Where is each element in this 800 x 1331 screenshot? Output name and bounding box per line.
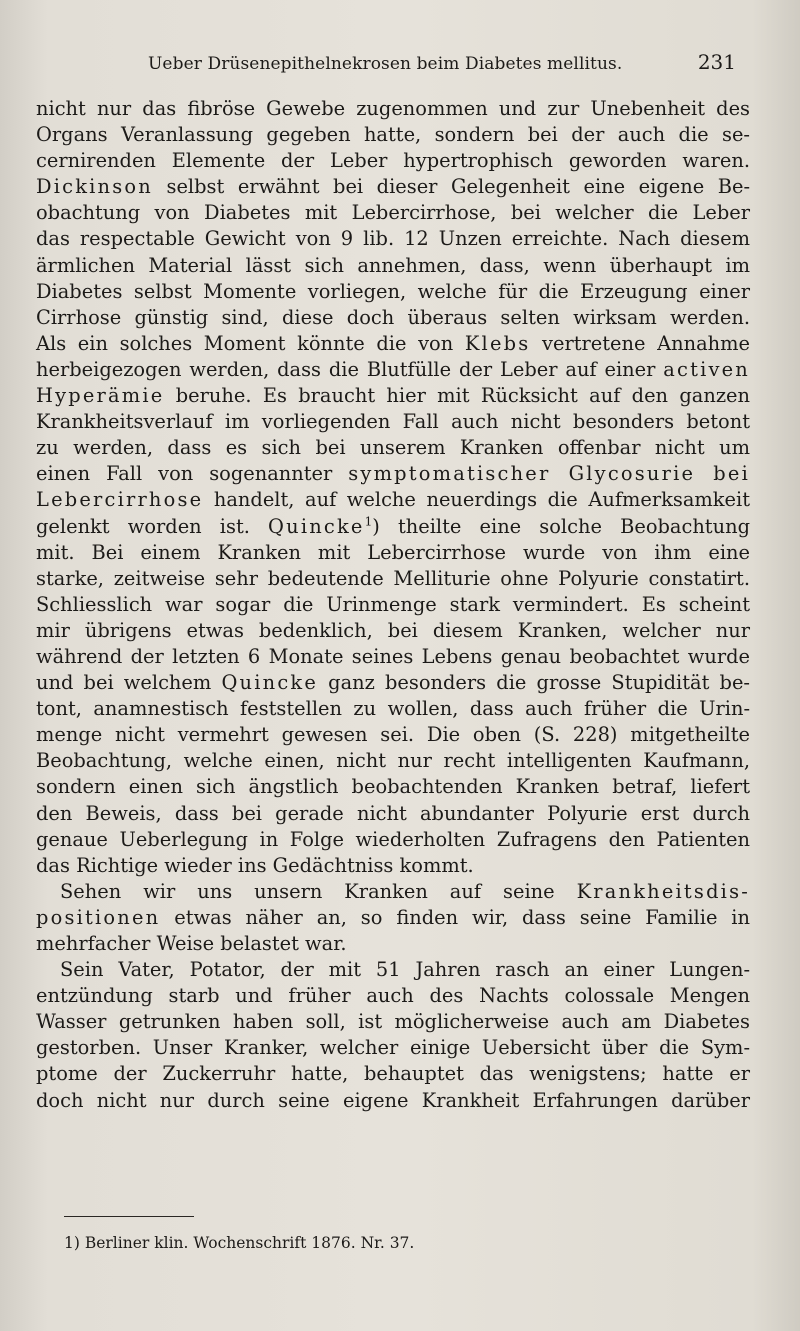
text-line: Schliesslich war sogar die Urinmenge stark vermindert. Es scheint: [36, 592, 750, 616]
text-line: sondern einen sich ängstlich beobachtenden Kranken betraf, liefert: [36, 775, 750, 799]
text-line: genaue Ueberlegung in Folge wiederholten Zufragens den Patienten: [36, 827, 750, 851]
text-line: Hyperämie beruhe. Es braucht hier mit Rücksicht auf den ganzen: [36, 384, 750, 408]
text-line: Beobachtung, welche einen, nicht nur recht intelligenten Kaufmann,: [36, 749, 750, 773]
text-line: herbeigezogen werden, dass die Blutfülle der Leber auf einer activen: [36, 357, 750, 381]
text-line: Sein Vater, Potator, der mit 51 Jahren rasch an einer Lungen-: [60, 958, 750, 982]
text-line: Diabetes selbst Momente vorliegen, welche für die Erzeugung einer: [36, 279, 750, 303]
page-header: [60, 50, 750, 80]
text-line: ptome der Zuckerruhr hatte, behauptet das wenigstens; hatte er: [36, 1062, 750, 1086]
text-line: Organs Veranlassung gegeben hatte, sondern bei der auch die se-: [36, 123, 750, 147]
text-line: gelenkt worden ist. Quincke$^1$) theilte eine solche Beobachtung: [36, 514, 750, 538]
text-line: obachtung von Diabetes mit Lebercirrhose, bei welcher die Leber: [36, 201, 750, 225]
emphasis-text: Krankheitsdis-: [576, 879, 750, 903]
text-line: Sehen wir uns unsern Kranken auf seine Krankheitsdis-: [60, 879, 750, 903]
text-line: cernirenden Elemente der Leber hypertrophisch geworden waren.: [36, 149, 750, 173]
text-line: und bei welchem Quincke ganz besonders die grosse Stupidität be-: [36, 671, 750, 695]
text-line: ärmlichen Material lässt sich annehmen, dass, wenn überhaupt im: [36, 253, 750, 277]
text-line: zu werden, dass es sich bei unserem Kranken offenbar nicht um: [36, 436, 750, 460]
text-line: mit. Bei einem Kranken mit Lebercirrhose wurde von ihm eine: [36, 540, 750, 564]
text-line: starke, zeitweise sehr bedeutende Melliturie ohne Polyurie constatirt.: [36, 566, 750, 590]
text-line: menge nicht vermehrt gewesen sei. Die oben (S. 228) mitgetheilte: [36, 723, 750, 747]
emphasis-text: Lebercirrhose: [36, 488, 204, 512]
text-line: entzündung starb und früher auch des Nachts colossale Mengen: [36, 984, 750, 1008]
text-line: doch nicht nur durch seine eigene Krankheit Erfahrungen darüber: [36, 1088, 750, 1112]
text-line: gestorben. Unser Kranker, welcher einige Uebersicht über die Sym-: [36, 1036, 750, 1060]
text-line: Cirrhose günstig sind, diese doch überaus selten wirksam werden.: [36, 305, 750, 329]
text-line: positionen etwas näher an, so finden wir, dass seine Familie in: [36, 905, 750, 929]
footnote-divider: [64, 1216, 194, 1217]
author-name: Dickinson: [36, 175, 153, 199]
text-line: Wasser getrunken haben soll, ist möglicherweise auch am Diabetes: [36, 1010, 750, 1034]
emphasis-text: activen: [663, 357, 750, 381]
text-line: während der letzten 6 Monate seines Lebens genau beobachtet wurde: [36, 644, 750, 668]
text-line: Dickinson selbst erwähnt bei dieser Gelegenheit eine eigene Be-: [36, 175, 750, 199]
emphasis-text: symptomatischer Glycosurie bei: [348, 462, 750, 486]
footnote-marker: 1: [364, 514, 373, 529]
text-line: den Beweis, dass bei gerade nicht abundanter Polyurie erst durch: [36, 801, 750, 825]
footnote: 1) Berliner klin. Wochenschrift 1876. Nr. 37.: [64, 1234, 415, 1252]
text-line: Lebercirrhose handelt, auf welche neuerdings die Aufmerksamkeit: [36, 488, 750, 512]
text-line: Krankheitsverlauf im vorliegenden Fall auch nicht besonders betont: [36, 410, 750, 434]
text-line: nicht nur das fibröse Gewebe zugenommen und zur Unebenheit des: [36, 97, 750, 120]
text-line: das Richtige wieder ins Gedächtniss kommt.: [36, 853, 474, 877]
author-name: Quincke: [268, 514, 365, 538]
page-number: 231: [697, 50, 736, 74]
text-line: tont, anamnestisch feststellen zu wollen, dass auch früher die Urin-: [36, 697, 750, 721]
text-line: einen Fall von sogenannter symptomatischer Glycosurie bei: [36, 462, 750, 486]
body-text: [36, 96, 750, 1114]
running-title: Ueber Drüsenepithelnekrosen beim Diabetes mellitus.: [148, 54, 623, 74]
text-line: das respectable Gewicht von 9 lib. 12 Unzen erreichte. Nach diesem: [36, 227, 750, 251]
author-name: Quincke: [221, 671, 319, 695]
text-line: mir übrigens etwas bedenklich, bei diesem Kranken, welcher nur: [36, 618, 750, 642]
author-name: Klebs: [464, 331, 531, 355]
text-line: Als ein solches Moment könnte die von Klebs vertretene Annahme: [36, 331, 751, 355]
text-line: mehrfacher Weise belastet war.: [36, 932, 347, 955]
emphasis-text: Hyperämie: [36, 384, 165, 408]
emphasis-text: positionen: [36, 905, 161, 929]
